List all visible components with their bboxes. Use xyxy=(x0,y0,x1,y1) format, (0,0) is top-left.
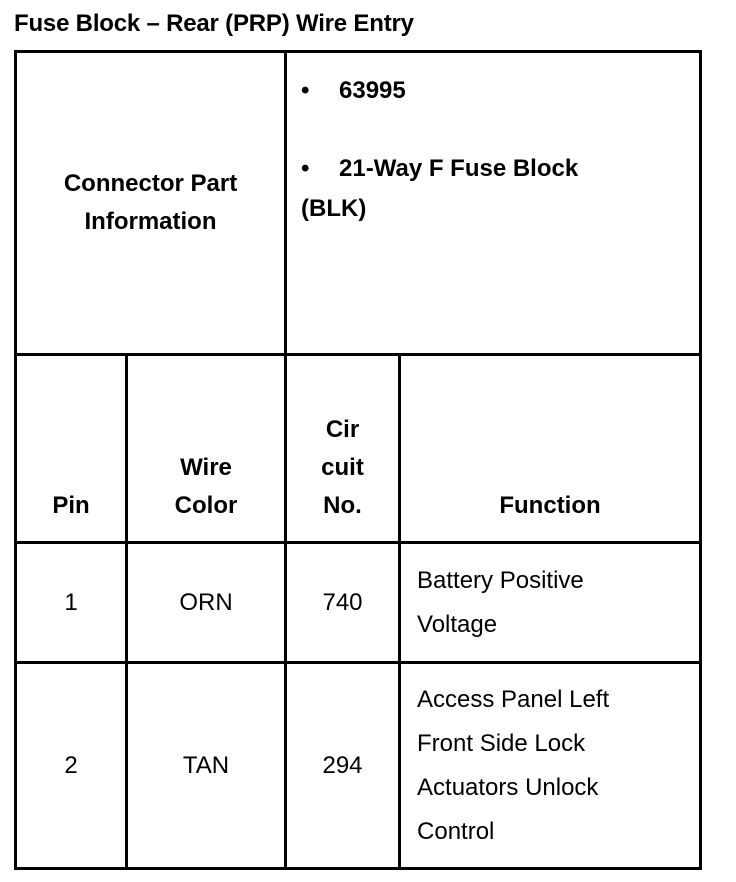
connector-info-label-line: Connector Part xyxy=(63,170,238,197)
header-circuit-line: cuit xyxy=(321,454,364,481)
circuit-cell: 740 xyxy=(286,543,400,663)
function-line: Control xyxy=(417,817,495,845)
header-wire-color-line: Color xyxy=(174,492,238,519)
function-cell xyxy=(400,543,701,663)
header-row xyxy=(16,355,701,543)
connector-table xyxy=(14,50,702,870)
header-pin xyxy=(16,355,127,543)
connector-info-item xyxy=(301,149,699,229)
function-cell xyxy=(400,663,701,869)
wire-color-cell: ORN xyxy=(127,543,286,663)
function-line: Battery Positive xyxy=(417,566,584,594)
pin-cell: 2 xyxy=(16,663,127,869)
page-title: Fuse Block – Rear (PRP) Wire Entry xyxy=(14,10,414,37)
circuit-cell: 294 xyxy=(286,663,400,869)
connector-info-row xyxy=(16,52,701,355)
function-line: Voltage xyxy=(417,610,498,638)
connector-description-cont: (BLK) xyxy=(301,195,367,222)
connector-info-label-line: Information xyxy=(84,208,217,235)
connector-info-item xyxy=(301,71,699,111)
header-function xyxy=(400,355,701,543)
function-line: Access Panel Left xyxy=(417,685,610,713)
header-wire-color-line: Wire xyxy=(180,454,232,481)
bullet-icon: • xyxy=(301,155,310,182)
table-row xyxy=(16,543,701,663)
function-line: Front Side Lock xyxy=(417,729,586,757)
connector-info-values xyxy=(286,52,701,355)
header-circuit-line: Cir xyxy=(325,416,360,443)
connector-description: 21-Way F Fuse Block xyxy=(339,155,579,182)
header-circuit-line: No. xyxy=(323,492,362,519)
wire-color-cell: TAN xyxy=(127,663,286,869)
function-line: Actuators Unlock xyxy=(417,773,599,801)
table-row xyxy=(16,663,701,869)
connector-info-label xyxy=(16,52,286,355)
header-function-label: Function xyxy=(499,492,601,519)
part-number: 63995 xyxy=(339,77,406,104)
header-wire-color xyxy=(127,355,286,543)
header-pin-label: Pin xyxy=(52,492,90,519)
header-circuit xyxy=(286,355,400,543)
bullet-icon: • xyxy=(301,77,310,104)
pin-cell: 1 xyxy=(16,543,127,663)
